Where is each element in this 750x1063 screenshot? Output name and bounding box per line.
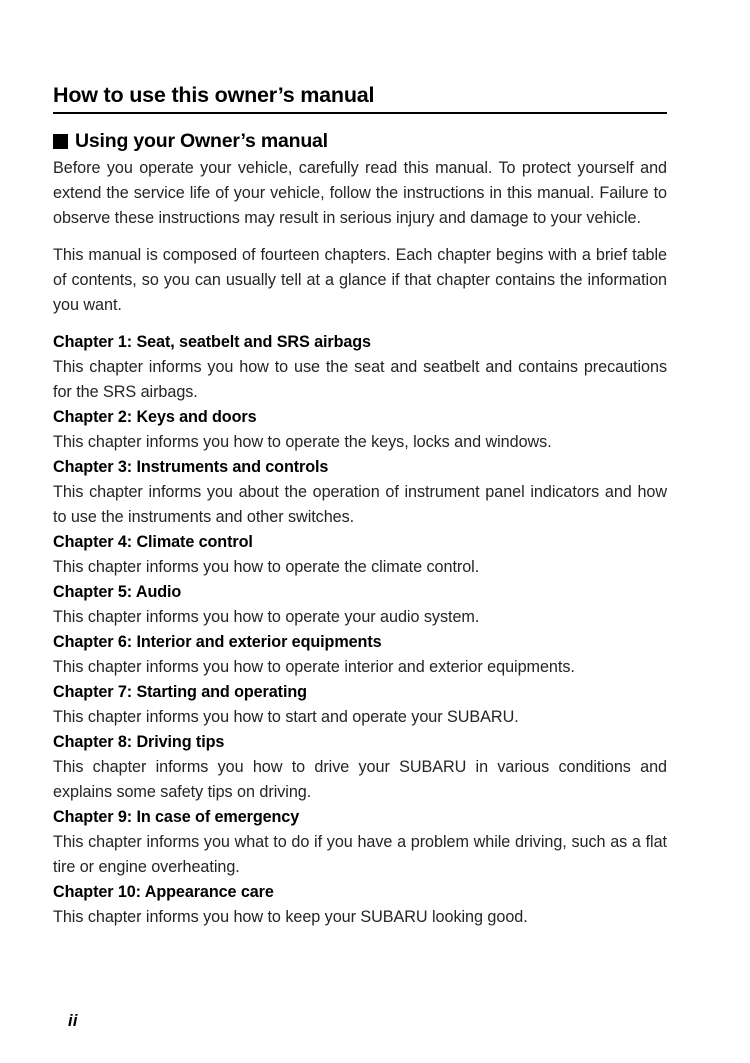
chapter-entry: [53, 805, 667, 880]
intro-paragraph: Before you operate your vehicle, carefully read this manual. To protect yourself and extend the service life of your vehicle, follow the instructions in this manual. Failure to observe these instructions may result in serious injury and damage to your vehicle.: [53, 159, 667, 227]
intro-paragraphs: [53, 156, 667, 318]
chapter-entry: [53, 630, 667, 680]
chapter-description: This chapter informs you what to do if you have a problem while driving, such as a flat tire or engine overheating.: [53, 833, 667, 876]
chapter-title: Chapter 3: Instruments and controls: [53, 458, 329, 476]
page-title: How to use this owner’s manual: [53, 83, 375, 107]
chapter-title: Chapter 1: Seat, seatbelt and SRS airbags: [53, 333, 371, 351]
chapter-entry: [53, 880, 667, 930]
chapter-entry: [53, 530, 667, 580]
chapter-title: Chapter 9: In case of emergency: [53, 808, 300, 826]
chapter-list: [53, 330, 667, 930]
chapter-entry: [53, 405, 667, 455]
chapter-title: Chapter 2: Keys and doors: [53, 408, 257, 426]
page-content: [53, 82, 667, 930]
chapter-description: This chapter informs you how to use the seat and seatbelt and contains precautions for the SRS airbags.: [53, 358, 667, 401]
chapter-title: Chapter 4: Climate control: [53, 533, 253, 551]
chapter-title: Chapter 8: Driving tips: [53, 733, 225, 751]
page-number: ii: [68, 1012, 78, 1030]
title-divider: [53, 112, 667, 114]
black-square-bullet-icon: [53, 134, 68, 149]
chapter-entry: [53, 730, 667, 805]
chapter-entry: [53, 680, 667, 730]
chapter-entry: [53, 330, 667, 405]
chapter-title: Chapter 6: Interior and exterior equipments: [53, 633, 382, 651]
section-heading-label: Using your Owner’s manual: [75, 130, 328, 152]
chapter-entry: [53, 580, 667, 630]
chapter-description: This chapter informs you how to operate interior and exterior equipments.: [53, 658, 575, 676]
chapter-entry: [53, 455, 667, 530]
chapter-description: This chapter informs you how to operate the keys, locks and windows.: [53, 433, 552, 451]
chapter-description: This chapter informs you how to operate the climate control.: [53, 558, 480, 576]
chapter-title: Chapter 10: Appearance care: [53, 883, 274, 901]
chapter-description: This chapter informs you about the operation of instrument panel indicators and how to use the instruments and other switches.: [53, 483, 667, 526]
chapter-title: Chapter 7: Starting and operating: [53, 683, 307, 701]
chapter-description: This chapter informs you how to keep your SUBARU looking good.: [53, 908, 528, 926]
chapter-title: Chapter 5: Audio: [53, 583, 182, 601]
chapter-description: This chapter informs you how to operate your audio system.: [53, 608, 480, 626]
chapter-description: This chapter informs you how to start and operate your SUBARU.: [53, 708, 519, 726]
section-heading: [53, 130, 667, 153]
chapter-description: This chapter informs you how to drive your SUBARU in various conditions and explains some safety tips on driving.: [53, 758, 667, 801]
intro-paragraph: This manual is composed of fourteen chapters. Each chapter begins with a brief table of contents, so you can usually tell at a glance if that chapter contains the information you want.: [53, 246, 667, 314]
